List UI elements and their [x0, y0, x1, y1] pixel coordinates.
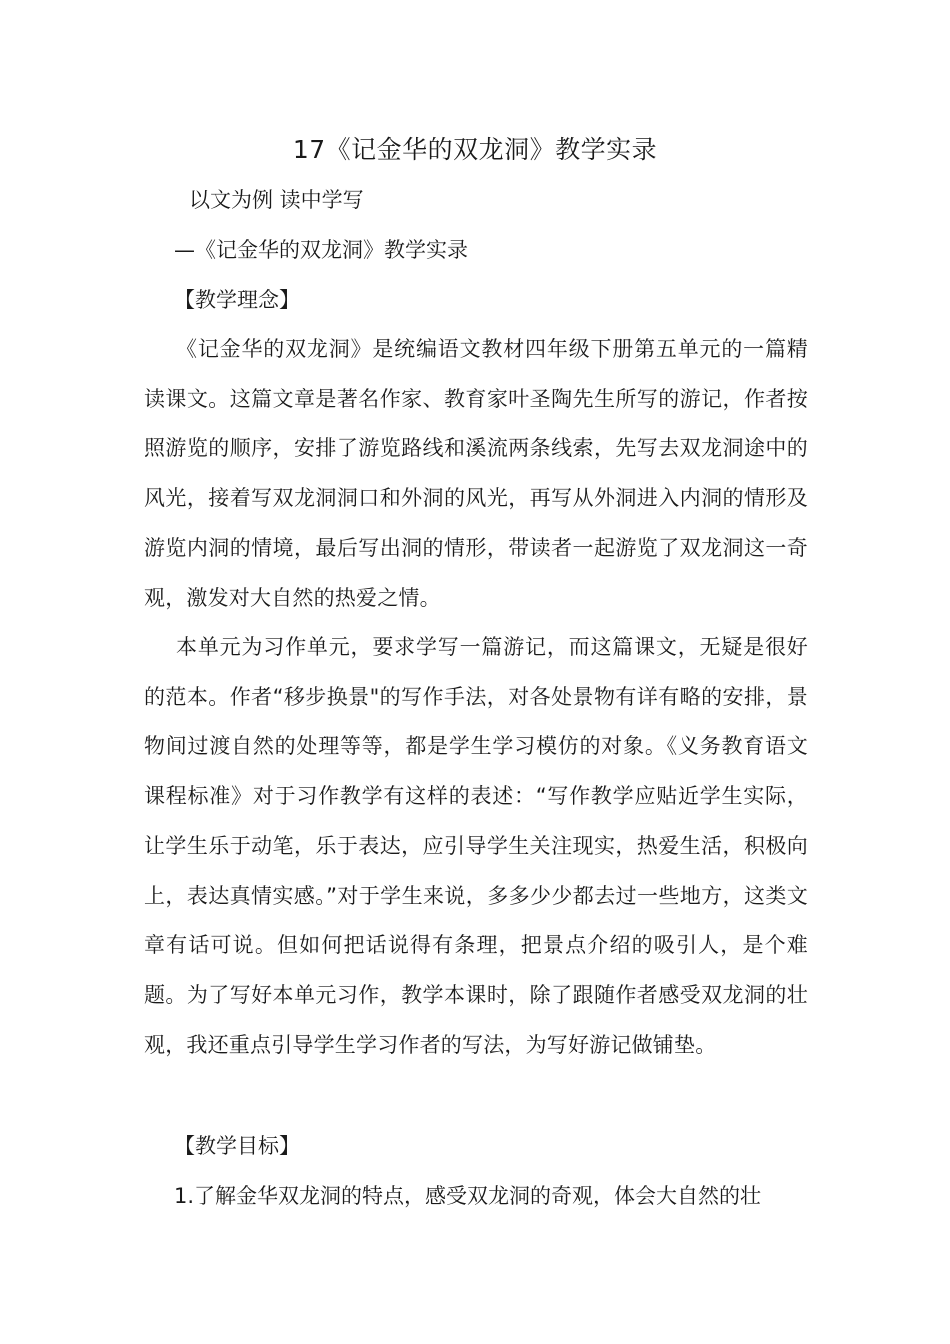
- document-subtitle: 以文为例 读中学写: [189, 188, 364, 212]
- section-heading-goals: 【教学目标】: [174, 1134, 300, 1158]
- paragraph-concept-1: 《记金华的双龙洞》是统编语文教材四年级下册第五单元的一篇精读课文。这篇文章是著名作家、教育家叶圣陶先生所写的游记，作者按照游览的顺序，安排了游览路线和溪流两条线索，先写去双龙洞途中的风光，接着写双龙洞洞口和外洞的风光，再写从外洞进入内洞的情形及游览内洞的情境，最后写出洞的情形，带读者一起游览了双龙洞这一奇观，激发对大自然的热爱之情。: [144, 337, 808, 610]
- paragraph-concept-2: 本单元为习作单元，要求学写一篇游记，而这篇课文，无疑是很好的范本。作者“移步换景"的写作手法，对各处景物有详有略的安排，景物间过渡自然的处理等等，都是学生学习模仿的对象。《义务教育语文课程标准》对于习作教学有这样的表述：“写作教学应贴近学生实际，让学生乐于动笔，乐于表达，应引导学生关注现实，热爱生活，积极向上，表达真情实感。”对于学生来说，多多少少都去过一些地方，这类文章有话可说。但如何把话说得有条理，把景点介绍的吸引人，是个难题。为了写好本单元习作，教学本课时，除了跟随作者感受双龙洞的壮观，我还重点引导学生学习作者的写法，为写好游记做铺垫。: [144, 635, 808, 1057]
- section-heading-concept: 【教学理念】: [174, 288, 300, 312]
- document-subheading: —《记金华的双龙洞》教学实录: [174, 238, 468, 262]
- goal-item-1: 1.了解金华双龙洞的特点，感受双龙洞的奇观，体会大自然的壮: [174, 1184, 762, 1208]
- document-title: 17《记金华的双龙洞》教学实录: [292, 135, 658, 164]
